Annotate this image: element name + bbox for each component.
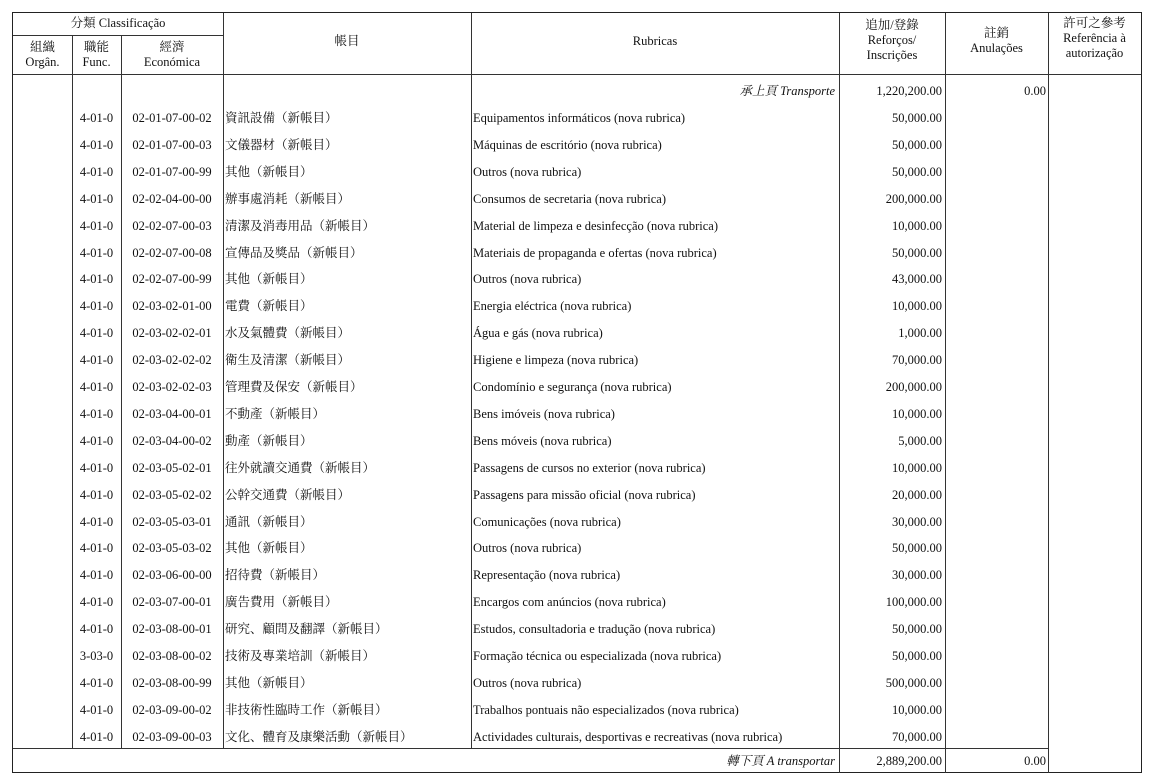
header-classification: 分類 Classificação	[70, 16, 166, 30]
row-eco: 02-02-07-00-99	[132, 272, 212, 287]
row-rubrica: Higiene e limpeza (nova rubrica)	[473, 353, 639, 368]
row-func: 4-01-0	[79, 595, 114, 610]
row-amount: 50,000.00	[892, 111, 942, 125]
row-rubrica: Energia eléctrica (nova rubrica)	[473, 299, 632, 314]
row-rubrica: Outros (nova rubrica)	[473, 272, 582, 287]
row-amount: 10,000.00	[892, 702, 942, 717]
row-amount: 10,000.00	[892, 406, 942, 421]
row-amount: 50,000.00	[892, 541, 942, 556]
row-func: 4-01-0	[79, 353, 114, 368]
row-account: 文化、體育及康樂活動（新帳目）	[225, 729, 413, 744]
header-reforcos-pt1: Reforços/	[867, 33, 917, 47]
row-account: 其他（新帳目）	[225, 272, 313, 287]
header-referencia-pt1: Referência à	[1063, 31, 1126, 45]
row-eco: 02-03-06-00-00	[132, 568, 212, 583]
row-rubrica: Representação (nova rubrica)	[473, 568, 621, 583]
header-referencia-zh: 許可之參考	[1063, 16, 1126, 30]
header-func-pt: Func.	[82, 55, 111, 69]
row-eco: 02-03-05-03-01	[132, 514, 212, 529]
row-rubrica: Condomínio e segurança (nova rubrica)	[473, 380, 672, 394]
header-account: 帳目	[334, 34, 360, 48]
header-rubricas: Rubricas	[632, 34, 678, 48]
row-func: 4-01-0	[79, 568, 114, 583]
row-rubrica: Equipamentos informáticos (nova rubrica)	[473, 111, 686, 125]
row-amount: 50,000.00	[892, 164, 942, 179]
row-func: 4-01-0	[79, 622, 114, 637]
row-amount: 100,000.00	[885, 595, 942, 610]
row-eco: 02-03-04-00-02	[132, 433, 212, 448]
row-func: 4-01-0	[79, 245, 114, 260]
row-account: 往外就讀交通費（新帳目）	[225, 460, 376, 475]
row-amount: 5,000.00	[898, 433, 942, 448]
row-amount: 200,000.00	[885, 191, 942, 206]
row-account: 研究、顧問及翻譯（新帳目）	[225, 622, 388, 637]
row-account: 宣傳品及獎品（新帳目）	[225, 245, 363, 260]
row-func: 4-01-0	[79, 487, 114, 502]
row-amount: 70,000.00	[892, 729, 942, 744]
row-func: 4-01-0	[79, 541, 114, 556]
row-eco: 02-01-07-00-02	[132, 111, 212, 125]
row-rubrica: Encargos com anúncios (nova rubrica)	[473, 595, 666, 610]
row-func: 4-01-0	[79, 729, 114, 744]
row-func: 4-01-0	[79, 460, 114, 475]
transport-in-anulacoes: 0.00	[1024, 84, 1046, 98]
row-rubrica: Água e gás (nova rubrica)	[473, 326, 603, 341]
row-eco: 02-02-04-00-00	[132, 191, 212, 206]
row-account: 動產（新帳目）	[225, 433, 313, 448]
row-func: 4-01-0	[79, 702, 114, 717]
budget-table	[12, 12, 1142, 773]
header-anulacoes-pt: Anulações	[970, 41, 1023, 55]
row-account: 其他（新帳目）	[225, 541, 313, 556]
row-amount: 50,000.00	[892, 137, 942, 152]
row-eco: 02-03-08-00-99	[132, 675, 212, 690]
transport-out-anulacoes: 0.00	[1024, 754, 1046, 768]
row-account: 其他（新帳目）	[225, 164, 313, 179]
row-rubrica: Estudos, consultadoria e tradução (nova rubrica)	[473, 622, 716, 637]
row-eco: 02-03-02-01-00	[132, 299, 212, 314]
row-rubrica: Bens imóveis (nova rubrica)	[473, 406, 615, 421]
transport-out-reforcos: 2,889,200.00	[876, 754, 942, 768]
row-account: 衛生及清潔（新帳目）	[225, 353, 351, 368]
row-amount: 50,000.00	[892, 649, 942, 663]
row-rubrica: Outros (nova rubrica)	[473, 541, 582, 556]
row-account: 技術及專業培訓（新帳目）	[225, 649, 376, 663]
row-func: 4-01-0	[79, 380, 114, 394]
row-amount: 200,000.00	[885, 380, 942, 394]
row-account: 通訊（新帳目）	[225, 514, 313, 529]
row-amount: 10,000.00	[892, 460, 942, 475]
header-org-zh: 組織	[29, 40, 55, 54]
header-anulacoes-zh: 註銷	[983, 26, 1009, 40]
transport-in-label: 承上頁 Transporte	[739, 84, 835, 98]
row-func: 4-01-0	[79, 191, 114, 206]
row-func: 4-01-0	[79, 675, 114, 690]
header-reforcos-pt2: Inscrições	[866, 48, 918, 62]
row-func: 4-01-0	[79, 272, 114, 287]
row-rubrica: Outros (nova rubrica)	[473, 164, 582, 179]
header-eco-zh: 經濟	[159, 40, 185, 54]
row-rubrica: Trabalhos pontuais não especializados (nova rubrica)	[473, 702, 739, 717]
row-eco: 02-03-02-02-02	[132, 353, 212, 368]
row-amount: 70,000.00	[892, 353, 942, 368]
row-eco: 02-02-07-00-03	[132, 218, 212, 233]
row-account: 電費（新帳目）	[225, 299, 313, 314]
row-rubrica: Passagens para missão oficial (nova rubrica)	[473, 487, 696, 502]
row-eco: 02-01-07-00-03	[132, 137, 212, 152]
row-rubrica: Consumos de secretaria (nova rubrica)	[473, 191, 666, 206]
row-eco: 02-03-05-02-01	[132, 460, 212, 475]
row-account: 資訊設備（新帳目）	[225, 111, 338, 125]
row-account: 廣告費用（新帳目）	[225, 595, 338, 610]
row-func: 4-01-0	[79, 406, 114, 421]
row-amount: 50,000.00	[892, 622, 942, 637]
row-rubrica: Materiais de propaganda e ofertas (nova rubrica)	[473, 245, 717, 260]
row-func: 4-01-0	[79, 433, 114, 448]
header-reforcos-zh: 追加/登錄	[865, 18, 919, 32]
row-eco: 02-03-02-02-03	[132, 380, 212, 394]
row-func: 3-03-0	[79, 649, 114, 663]
row-amount: 10,000.00	[892, 218, 942, 233]
row-account: 不動產（新帳目）	[225, 406, 326, 421]
row-eco: 02-03-07-00-01	[132, 595, 212, 610]
row-func: 4-01-0	[79, 218, 114, 233]
row-account: 公幹交通費（新帳目）	[225, 487, 351, 502]
row-eco: 02-03-08-00-01	[132, 622, 212, 637]
row-eco: 02-03-08-00-02	[132, 649, 212, 663]
header-func-zh: 職能	[83, 40, 109, 54]
row-func: 4-01-0	[79, 299, 114, 314]
row-eco: 02-03-09-00-03	[132, 729, 212, 744]
row-rubrica: Comunicações (nova rubrica)	[473, 514, 621, 529]
row-account: 管理費及保安（新帳目）	[225, 380, 363, 394]
row-func: 4-01-0	[79, 111, 114, 125]
row-account: 其他（新帳目）	[225, 675, 313, 690]
header-eco-pt: Económica	[143, 55, 201, 69]
row-account: 文儀器材（新帳目）	[225, 137, 338, 152]
row-rubrica: Máquinas de escritório (nova rubrica)	[473, 137, 662, 152]
row-rubrica: Material de limpeza e desinfecção (nova rubrica)	[473, 218, 719, 233]
transport-in-reforcos: 1,220,200.00	[876, 84, 942, 98]
row-amount: 10,000.00	[892, 299, 942, 314]
row-rubrica: Outros (nova rubrica)	[473, 675, 582, 690]
row-eco: 02-03-05-02-02	[132, 487, 212, 502]
row-account: 非技術性臨時工作（新帳目）	[225, 702, 388, 717]
row-amount: 20,000.00	[892, 487, 942, 502]
header-org-pt: Orgân.	[25, 55, 60, 69]
row-eco: 02-02-07-00-08	[132, 245, 212, 260]
row-eco: 02-03-09-00-02	[132, 702, 212, 717]
row-func: 4-01-0	[79, 137, 114, 152]
row-eco: 02-03-02-02-01	[132, 326, 212, 341]
row-account: 招待費（新帳目）	[225, 568, 326, 583]
transport-out-label: 轉下頁 A transportar	[726, 754, 835, 768]
row-amount: 50,000.00	[892, 245, 942, 260]
header-referencia-pt2: autorização	[1065, 46, 1124, 60]
row-rubrica: Passagens de cursos no exterior (nova rubrica)	[473, 460, 706, 475]
row-account: 清潔及消毒用品（新帳目）	[225, 218, 376, 233]
row-account: 辦事處消耗（新帳目）	[225, 191, 351, 206]
row-rubrica: Formação técnica ou especializada (nova rubrica)	[473, 649, 722, 663]
row-eco: 02-01-07-00-99	[132, 164, 212, 179]
row-rubrica: Actividades culturais, desportivas e recreativas (nova rubrica)	[473, 729, 783, 744]
row-amount: 30,000.00	[892, 568, 942, 583]
row-func: 4-01-0	[79, 326, 114, 341]
row-eco: 02-03-05-03-02	[132, 541, 212, 556]
row-rubrica: Bens móveis (nova rubrica)	[473, 433, 612, 448]
row-func: 4-01-0	[79, 514, 114, 529]
row-amount: 1,000.00	[898, 326, 942, 341]
row-account: 水及氣體費（新帳目）	[225, 326, 351, 341]
row-amount: 30,000.00	[892, 514, 942, 529]
row-eco: 02-03-04-00-01	[132, 406, 212, 421]
row-amount: 500,000.00	[885, 675, 942, 690]
row-amount: 43,000.00	[892, 272, 942, 287]
row-func: 4-01-0	[79, 164, 114, 179]
